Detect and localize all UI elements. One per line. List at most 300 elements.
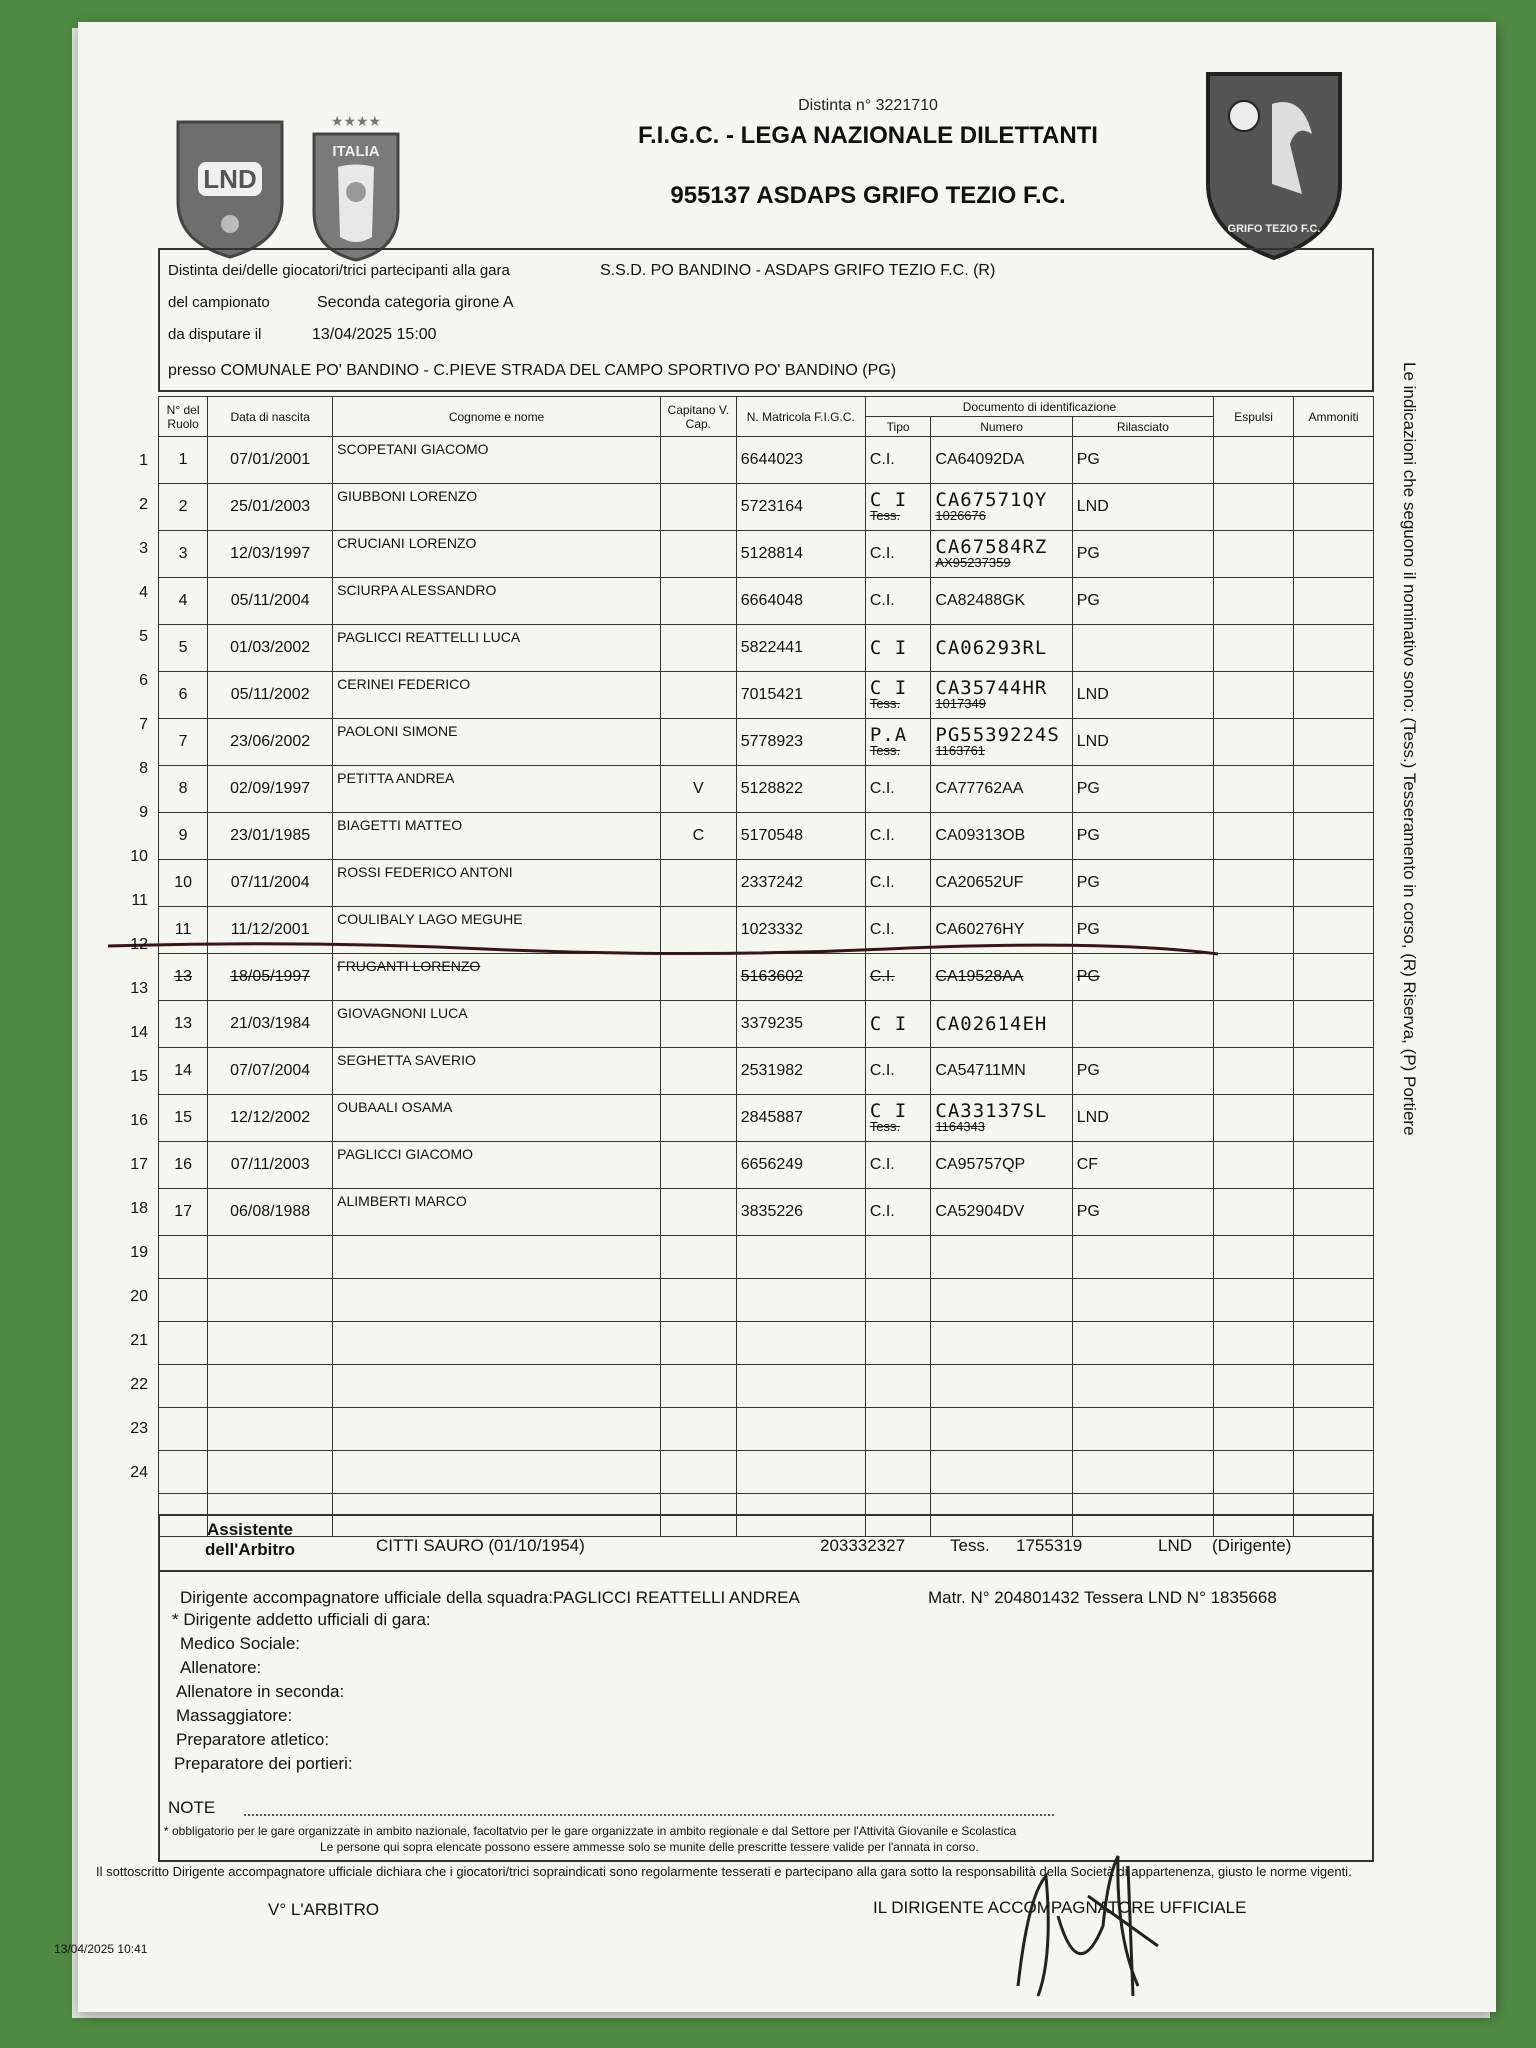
player-matricola: 1023332 <box>736 907 865 954</box>
doc-numero-cell <box>931 625 1072 672</box>
empty-cell <box>1214 1322 1294 1365</box>
doc-tipo-cell <box>865 484 931 531</box>
player-row <box>159 860 1374 907</box>
empty-cell <box>159 1279 208 1322</box>
player-name: ALIMBERTI MARCO <box>333 1189 661 1236</box>
doc-numero: 1026676 <box>935 508 987 523</box>
espulsi-cell <box>1214 719 1294 766</box>
doc-tipo-handwritten: C I <box>869 637 908 659</box>
player-nr: 16 <box>159 1142 208 1189</box>
player-captain <box>660 1001 736 1048</box>
player-name: SEGHETTA SAVERIO <box>333 1048 661 1095</box>
empty-cell <box>1214 1451 1294 1494</box>
empty-cell <box>865 1322 931 1365</box>
empty-cell <box>1214 1365 1294 1408</box>
empty-cell <box>208 1279 333 1322</box>
ammoniti-cell <box>1294 1189 1374 1236</box>
doc-numero-cell <box>931 484 1072 531</box>
doc-rilasciato: PG <box>1072 1048 1213 1095</box>
empty-cell <box>660 1451 736 1494</box>
col-ammoniti: Ammoniti <box>1294 397 1374 437</box>
row-index: 3 <box>139 540 148 557</box>
player-dob: 12/03/1997 <box>208 531 333 578</box>
empty-cell <box>208 1322 333 1365</box>
doc-numero-cell <box>931 1001 1072 1048</box>
arbitro-signature-label: V° L'ARBITRO <box>268 1900 380 1919</box>
doc-tipo: C.I. <box>869 780 895 797</box>
player-name: COULIBALY LAGO MEGUHE <box>333 907 661 954</box>
row-index: 15 <box>130 1068 148 1085</box>
doc-numero-cell <box>931 1048 1072 1095</box>
allenatore2-line: Allenatore in seconda: <box>176 1682 345 1701</box>
doc-rilasciato: PG <box>1072 578 1213 625</box>
empty-cell <box>865 1236 931 1279</box>
espulsi-cell <box>1214 1001 1294 1048</box>
player-matricola: 5170548 <box>736 813 865 860</box>
player-name: PETITTA ANDREA <box>333 766 661 813</box>
medico-line: Medico Sociale: <box>180 1634 301 1653</box>
empty-cell <box>736 1451 865 1494</box>
empty-cell <box>1294 1365 1374 1408</box>
doc-tipo-cell <box>865 1095 931 1142</box>
row-index: 4 <box>139 584 148 601</box>
doc-tipo-handwritten: C I <box>869 1013 908 1035</box>
empty-cell <box>1072 1451 1213 1494</box>
empty-cell <box>208 1236 333 1279</box>
empty-cell <box>865 1408 931 1451</box>
massaggiatore-line: Massaggiatore: <box>176 1706 293 1725</box>
espulsi-cell <box>1214 625 1294 672</box>
player-row <box>159 1095 1374 1142</box>
player-dob: 05/11/2004 <box>208 578 333 625</box>
empty-cell <box>333 1279 661 1322</box>
doc-tipo-cell <box>865 437 931 484</box>
empty-cell <box>660 1365 736 1408</box>
doc-tipo-handwritten: C I <box>869 489 908 511</box>
ammoniti-cell <box>1294 766 1374 813</box>
doc-numero: CA54711MN <box>935 1062 1026 1079</box>
empty-cell <box>660 1279 736 1322</box>
empty-cell <box>660 1322 736 1365</box>
player-captain <box>660 531 736 578</box>
empty-cell <box>736 1365 865 1408</box>
doc-numero: 1163761 <box>935 743 986 758</box>
declaration: Il sottoscritto Dirigente accompagnatore ufficiale dichiara che i giocatori/trici sopraindicati sono regolarmente tesserati e partecipano alla gara sotto la responsabilità della Società di appartenenza, giusto le norme vigenti. <box>96 1864 1352 1879</box>
espulsi-cell <box>1214 437 1294 484</box>
player-row <box>159 1142 1374 1189</box>
doc-rilasciato: PG <box>1072 813 1213 860</box>
assistant-numero: 1755319 <box>1016 1536 1083 1555</box>
empty-cell <box>1294 1408 1374 1451</box>
player-name: BIAGETTI MATTEO <box>333 813 661 860</box>
player-nr: 10 <box>159 860 208 907</box>
player-captain <box>660 672 736 719</box>
player-dob: 01/03/2002 <box>208 625 333 672</box>
doc-tipo: Tess. <box>869 508 901 523</box>
empty-cell <box>333 1365 661 1408</box>
doc-tipo: C.I. <box>869 968 895 985</box>
player-dob: 07/11/2003 <box>208 1142 333 1189</box>
doc-tipo-cell <box>865 719 931 766</box>
ammoniti-cell <box>1294 484 1374 531</box>
empty-cell <box>931 1279 1072 1322</box>
player-row <box>159 766 1374 813</box>
player-name: ROSSI FEDERICO ANTONI <box>333 860 661 907</box>
footnote-1: * obbligatorio per le gare organizzate in ambito nazionale, facoltatvio per le gare organizzate in ambito regionale e dal Settore per l'Attività Giovanile e Scolastica <box>164 1824 1017 1838</box>
ammoniti-cell <box>1294 813 1374 860</box>
championship-label: del campionato <box>168 294 270 311</box>
player-matricola: 2845887 <box>736 1095 865 1142</box>
assistant-tipo: Tess. <box>950 1536 990 1555</box>
doc-tipo: C.I. <box>869 827 895 844</box>
document-sheet <box>54 22 1496 2012</box>
doc-tipo-handwritten: P.A <box>869 724 908 746</box>
espulsi-cell <box>1214 766 1294 813</box>
player-matricola: 7015421 <box>736 672 865 719</box>
player-captain <box>660 1048 736 1095</box>
player-nr: 13 <box>159 954 208 1001</box>
player-dob: 11/12/2001 <box>208 907 333 954</box>
row-index: 2 <box>139 496 148 513</box>
row-index: 14 <box>130 1024 148 1041</box>
player-captain <box>660 860 736 907</box>
espulsi-cell <box>1214 531 1294 578</box>
player-nr: 3 <box>159 531 208 578</box>
player-nr: 4 <box>159 578 208 625</box>
note-label: NOTE <box>168 1798 216 1817</box>
player-name: SCIURPA ALESSANDRO <box>333 578 661 625</box>
player-nr: 17 <box>159 1189 208 1236</box>
doc-numero: CA19528AA <box>935 968 1024 985</box>
ammoniti-cell <box>1294 578 1374 625</box>
col-numero: Numero <box>931 417 1072 437</box>
player-nr: 2 <box>159 484 208 531</box>
empty-cell <box>159 1451 208 1494</box>
doc-numero-handwritten: CA35744HR <box>935 677 1048 699</box>
espulsi-cell <box>1214 860 1294 907</box>
doc-rilasciato: PG <box>1072 860 1213 907</box>
player-dob: 25/01/2003 <box>208 484 333 531</box>
doc-numero: 1164343 <box>935 1119 986 1134</box>
doc-tipo-cell <box>865 766 931 813</box>
player-name: GIUBBONI LORENZO <box>333 484 661 531</box>
espulsi-cell <box>1214 484 1294 531</box>
player-captain: V <box>660 766 736 813</box>
allenatore-line: Allenatore: <box>180 1658 262 1677</box>
row-index: 24 <box>130 1464 148 1481</box>
dirigente-matr: Matr. N° 204801432 Tessera LND N° 1835668 <box>928 1588 1277 1607</box>
doc-numero: AX95237359 <box>935 555 1011 570</box>
assistant-name: CITTI SAURO (01/10/1954) <box>376 1536 585 1555</box>
espulsi-cell <box>1214 578 1294 625</box>
player-row <box>159 625 1374 672</box>
player-row <box>159 531 1374 578</box>
empty-row <box>159 1236 1374 1279</box>
match-label: Distinta dei/delle giocatori/trici partecipanti alla gara <box>168 262 510 279</box>
doc-numero-handwritten: CA02614EH <box>935 1013 1048 1035</box>
doc-rilasciato: PG <box>1072 1189 1213 1236</box>
addetto-line: * Dirigente addetto ufficiali di gara: <box>172 1610 431 1629</box>
ammoniti-cell <box>1294 954 1374 1001</box>
player-nr: 5 <box>159 625 208 672</box>
empty-cell <box>931 1236 1072 1279</box>
player-name: PAGLICCI REATTELLI LUCA <box>333 625 661 672</box>
row-index: 13 <box>130 980 148 997</box>
espulsi-cell <box>1214 1048 1294 1095</box>
empty-cell <box>736 1322 865 1365</box>
col-nr: N° del Ruolo <box>159 397 208 437</box>
empty-cell <box>1072 1322 1213 1365</box>
player-row <box>159 1189 1374 1236</box>
empty-cell <box>1072 1236 1213 1279</box>
doc-numero-cell <box>931 1189 1072 1236</box>
italia-logo-text: ITALIA <box>332 143 380 160</box>
doc-tipo-cell <box>865 1048 931 1095</box>
player-row <box>159 1048 1374 1095</box>
col-matricola: N. Matricola F.I.G.C. <box>736 397 865 437</box>
doc-tipo-cell <box>865 531 931 578</box>
player-name: OUBAALI OSAMA <box>333 1095 661 1142</box>
date-label: da disputare il <box>168 326 262 343</box>
match-date: 13/04/2025 15:00 <box>312 326 437 343</box>
col-cap: Capitano V. Cap. <box>660 397 736 437</box>
empty-cell <box>660 1236 736 1279</box>
player-captain <box>660 578 736 625</box>
ammoniti-cell <box>1294 625 1374 672</box>
row-index: 19 <box>130 1244 148 1261</box>
player-name: GIOVAGNONI LUCA <box>333 1001 661 1048</box>
doc-tipo: C.I. <box>869 592 895 609</box>
empty-row <box>159 1408 1374 1451</box>
doc-rilasciato: PG <box>1072 766 1213 813</box>
doc-rilasciato: PG <box>1072 531 1213 578</box>
empty-cell <box>333 1451 661 1494</box>
doc-tipo: Tess. <box>869 1119 901 1134</box>
player-captain <box>660 719 736 766</box>
doc-tipo: C.I. <box>869 1062 895 1079</box>
ammoniti-cell <box>1294 907 1374 954</box>
player-nr: 13 <box>159 1001 208 1048</box>
espulsi-cell <box>1214 1142 1294 1189</box>
empty-cell <box>208 1408 333 1451</box>
player-captain <box>660 484 736 531</box>
doc-tipo-cell <box>865 672 931 719</box>
row-index: 22 <box>130 1376 148 1393</box>
player-name: FRUGANTI LORENZO <box>333 954 661 1001</box>
doc-numero: CA95757QP <box>935 1156 1026 1173</box>
player-dob: 06/08/1988 <box>208 1189 333 1236</box>
preparatore-line: Preparatore atletico: <box>176 1730 330 1749</box>
player-dob: 23/01/1985 <box>208 813 333 860</box>
empty-cell <box>333 1408 661 1451</box>
empty-cell <box>1072 1408 1213 1451</box>
row-index: 1 <box>139 452 148 469</box>
doc-tipo: C.I. <box>869 451 895 468</box>
doc-tipo: C.I. <box>869 874 895 891</box>
espulsi-cell <box>1214 1189 1294 1236</box>
empty-row <box>159 1451 1374 1494</box>
doc-tipo-cell <box>865 578 931 625</box>
empty-cell <box>1294 1322 1374 1365</box>
doc-rilasciato: LND <box>1072 672 1213 719</box>
player-matricola: 6656249 <box>736 1142 865 1189</box>
empty-cell <box>159 1236 208 1279</box>
doc-tipo: C.I. <box>869 921 895 938</box>
empty-cell <box>1214 1408 1294 1451</box>
row-index: 18 <box>130 1200 148 1217</box>
col-name: Cognome e nome <box>333 397 661 437</box>
staff-section <box>158 1572 1374 1862</box>
italia-logo <box>306 112 406 262</box>
handwritten-signature <box>998 1836 1198 2006</box>
row-index: 10 <box>130 848 148 865</box>
doc-tipo-cell <box>865 813 931 860</box>
doc-numero-cell <box>931 437 1072 484</box>
col-documento: Documento di identificazione <box>865 397 1213 417</box>
player-nr: 14 <box>159 1048 208 1095</box>
match-teams: S.S.D. PO BANDINO - ASDAPS GRIFO TEZIO F.C. (R) <box>600 262 996 279</box>
doc-rilasciato: CF <box>1072 1142 1213 1189</box>
row-index: 12 <box>130 936 148 953</box>
roster-table <box>158 396 1374 1537</box>
doc-numero-handwritten: CA33137SL <box>935 1100 1048 1122</box>
player-matricola: 5128814 <box>736 531 865 578</box>
player-dob: 12/12/2002 <box>208 1095 333 1142</box>
doc-numero: CA82488GK <box>935 592 1026 609</box>
player-matricola: 5778923 <box>736 719 865 766</box>
ammoniti-cell <box>1294 1048 1374 1095</box>
row-index: 8 <box>139 760 148 777</box>
empty-cell <box>1294 1279 1374 1322</box>
assistant-role: (Dirigente) <box>1212 1536 1292 1555</box>
doc-tipo-cell <box>865 1189 931 1236</box>
empty-cell <box>736 1236 865 1279</box>
player-matricola: 6644023 <box>736 437 865 484</box>
svg-text:★★★★: ★★★★ <box>330 113 382 129</box>
federation-title: F.I.G.C. - LEGA NAZIONALE DILETTANTI <box>638 122 1098 149</box>
player-nr: 11 <box>159 907 208 954</box>
assistant-label: Assistente dell'Arbitro <box>205 1520 295 1559</box>
ammoniti-cell <box>1294 860 1374 907</box>
doc-tipo-cell <box>865 1142 931 1189</box>
player-row <box>159 1001 1374 1048</box>
player-nr: 15 <box>159 1095 208 1142</box>
player-captain: C <box>660 813 736 860</box>
doc-rilasciato: PG <box>1072 437 1213 484</box>
player-nr: 6 <box>159 672 208 719</box>
player-matricola: 6664048 <box>736 578 865 625</box>
doc-tipo-cell <box>865 625 931 672</box>
doc-numero-handwritten: CA67571QY <box>935 489 1048 511</box>
player-name: CRUCIANI LORENZO <box>333 531 661 578</box>
doc-numero-cell <box>931 578 1072 625</box>
doc-numero-cell <box>931 1142 1072 1189</box>
espulsi-cell <box>1214 672 1294 719</box>
doc-tipo-cell <box>865 860 931 907</box>
print-timestamp: 13/04/2025 10:41 <box>54 1942 148 1956</box>
ammoniti-cell <box>1294 719 1374 766</box>
empty-cell <box>1214 1236 1294 1279</box>
doc-numero-handwritten: CA06293RL <box>935 637 1048 659</box>
empty-cell <box>208 1451 333 1494</box>
row-index: 6 <box>139 672 148 689</box>
row-index: 11 <box>131 892 148 909</box>
empty-cell <box>931 1408 1072 1451</box>
ammoniti-cell <box>1294 437 1374 484</box>
player-row <box>159 484 1374 531</box>
player-matricola: 2531982 <box>736 1048 865 1095</box>
distinta-number: Distinta n° 3221710 <box>798 97 938 114</box>
empty-cell <box>931 1365 1072 1408</box>
empty-cell <box>736 1279 865 1322</box>
player-matricola: 3835226 <box>736 1189 865 1236</box>
player-dob: 07/01/2001 <box>208 437 333 484</box>
player-captain <box>660 1142 736 1189</box>
doc-rilasciato: PG <box>1072 907 1213 954</box>
grifo-tezio-logo <box>1202 64 1346 262</box>
player-name: PAGLICCI GIACOMO <box>333 1142 661 1189</box>
doc-numero: CA52904DV <box>935 1203 1025 1220</box>
doc-tipo-handwritten: C I <box>869 677 908 699</box>
assistant-matricola: 203332327 <box>820 1536 906 1555</box>
empty-row <box>159 1322 1374 1365</box>
row-index: 17 <box>130 1156 148 1173</box>
empty-cell <box>1294 1236 1374 1279</box>
empty-cell <box>208 1365 333 1408</box>
doc-rilasciato <box>1072 625 1213 672</box>
empty-cell <box>1072 1365 1213 1408</box>
empty-cell <box>865 1451 931 1494</box>
doc-numero-handwritten: PG5539224S <box>935 724 1060 746</box>
player-matricola: 5822441 <box>736 625 865 672</box>
player-matricola: 2337242 <box>736 860 865 907</box>
row-index: 9 <box>139 804 148 821</box>
dirigente-line: Dirigente accompagnatore ufficiale della squadra:PAGLICCI REATTELLI ANDREA <box>180 1588 800 1607</box>
strike-through-line <box>108 930 1248 964</box>
doc-rilasciato: LND <box>1072 1095 1213 1142</box>
club-title: 955137 ASDAPS GRIFO TEZIO F.C. <box>670 182 1066 209</box>
empty-cell <box>660 1408 736 1451</box>
player-dob: 02/09/1997 <box>208 766 333 813</box>
empty-cell <box>1214 1279 1294 1322</box>
match-info-box <box>158 248 1374 392</box>
player-nr: 1 <box>159 437 208 484</box>
ammoniti-cell <box>1294 1142 1374 1189</box>
assistant-row <box>158 1514 1374 1572</box>
player-row <box>159 437 1374 484</box>
doc-numero-cell <box>931 672 1072 719</box>
empty-cell <box>159 1322 208 1365</box>
doc-tipo-cell <box>865 1001 931 1048</box>
player-row <box>159 672 1374 719</box>
player-captain <box>660 1095 736 1142</box>
empty-cell <box>865 1279 931 1322</box>
doc-numero-cell <box>931 1095 1072 1142</box>
row-index: 16 <box>130 1112 148 1129</box>
lnd-logo <box>170 112 290 262</box>
doc-rilasciato <box>1072 1001 1213 1048</box>
doc-numero: CA20652UF <box>935 874 1024 891</box>
doc-numero-handwritten: CA67584RZ <box>935 536 1048 558</box>
ammoniti-cell <box>1294 672 1374 719</box>
empty-cell <box>333 1236 661 1279</box>
empty-cell <box>931 1322 1072 1365</box>
doc-numero: CA09313OB <box>935 827 1026 844</box>
empty-row <box>159 1279 1374 1322</box>
row-index: 23 <box>130 1420 148 1437</box>
player-name: SCOPETANI GIACOMO <box>333 437 661 484</box>
footnote-2: Le persone qui sopra elencate possono essere ammesse solo se munite delle prescritte tessere valide per l'annata in corso. <box>320 1840 979 1854</box>
